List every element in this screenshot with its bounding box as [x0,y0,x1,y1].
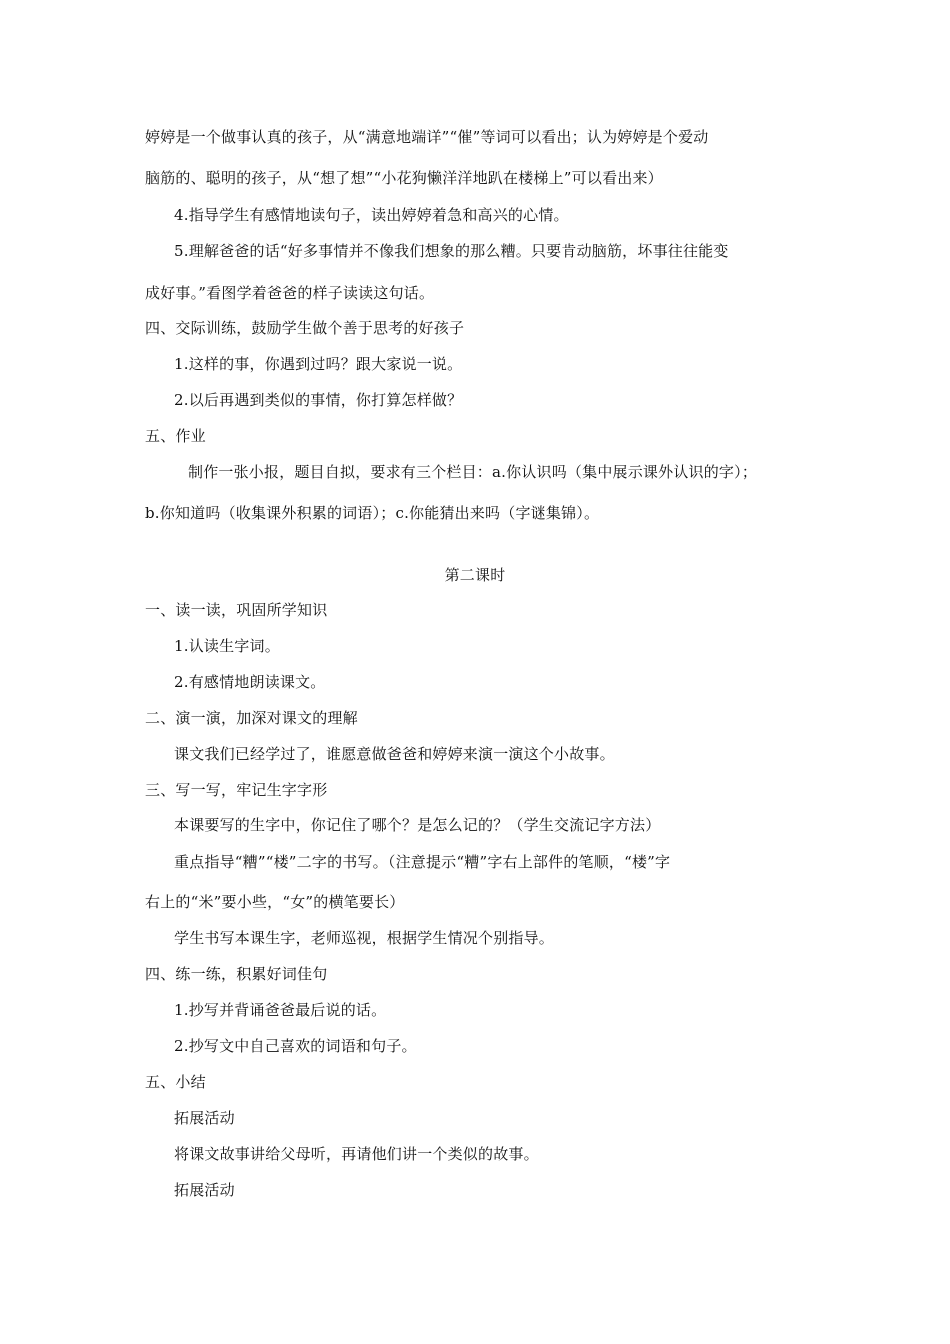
paragraph-line: 拓展活动 [174,1181,235,1199]
paragraph-line: 脑筋的、聪明的孩子，从“想了想”“小花狗懒洋洋地趴在楼梯上”可以看出来） [145,169,663,187]
paragraph-line: 将课文故事讲给父母听，再请他们讲一个类似的故事。 [174,1145,539,1163]
section-heading: 五、小结 [145,1073,206,1091]
section-heading: 二、演一演，加深对课文的理解 [145,709,358,727]
paragraph-line: 重点指导“糟”“楼”二字的书写。（注意提示“糟”字右上部件的笔顺，“楼”字 [174,853,671,871]
section-heading: 四、练一练，积累好词佳句 [145,965,328,983]
paragraph-line: b.你知道吗（收集课外积累的词语）；c.你能猜出来吗（字谜集锦）。 [145,504,600,522]
list-item: 2.有感情地朗读课文。 [174,673,326,691]
paragraph-line: 成好事。”看图学着爸爸的样子读读这句话。 [145,284,435,302]
paragraph-line: 本课要写的生字中，你记住了哪个？是怎么记的？（学生交流记字方法） [174,816,661,834]
list-item: 1.这样的事，你遇到过吗？跟大家说一说。 [174,355,463,373]
page-title: 第二课时 [444,566,506,584]
paragraph-line: 学生书写本课生字，老师巡视，根据学生情况个别指导。 [174,929,555,947]
list-item: 5.理解爸爸的话“好多事情并不像我们想象的那么糟。只要肯动脑筋，坏事往往能变 [174,242,729,260]
paragraph-line: 课文我们已经学过了，谁愿意做爸爸和婷婷来演一演这个小故事。 [174,745,615,763]
list-item: 1.认读生字词。 [174,637,280,655]
list-item: 2.以后再遇到类似的事情，你打算怎样做？ [174,391,463,409]
paragraph-line: 婷婷是一个做事认真的孩子，从“满意地端详”“催”等词可以看出；认为婷婷是个爱动 [145,128,709,146]
list-item: 2.抄写文中自己喜欢的词语和句子。 [174,1037,417,1055]
paragraph-line: 制作一张小报，题目自拟，要求有三个栏目：a.你认识吗（集中展示课外认识的字）； [188,463,758,481]
paragraph-line: 拓展活动 [174,1109,235,1127]
section-heading: 五、作业 [145,427,206,445]
list-item: 1.抄写并背诵爸爸最后说的话。 [174,1001,387,1019]
section-heading: 一、读一读，巩固所学知识 [145,601,328,619]
list-item: 4.指导学生有感情地读句子，读出婷婷着急和高兴的心情。 [174,206,569,224]
section-heading: 四、交际训练，鼓励学生做个善于思考的好孩子 [145,319,465,337]
section-heading: 三、写一写，牢记生字字形 [145,781,328,799]
paragraph-line: 右上的“米”要小些，“女”的横笔要长） [145,893,405,911]
